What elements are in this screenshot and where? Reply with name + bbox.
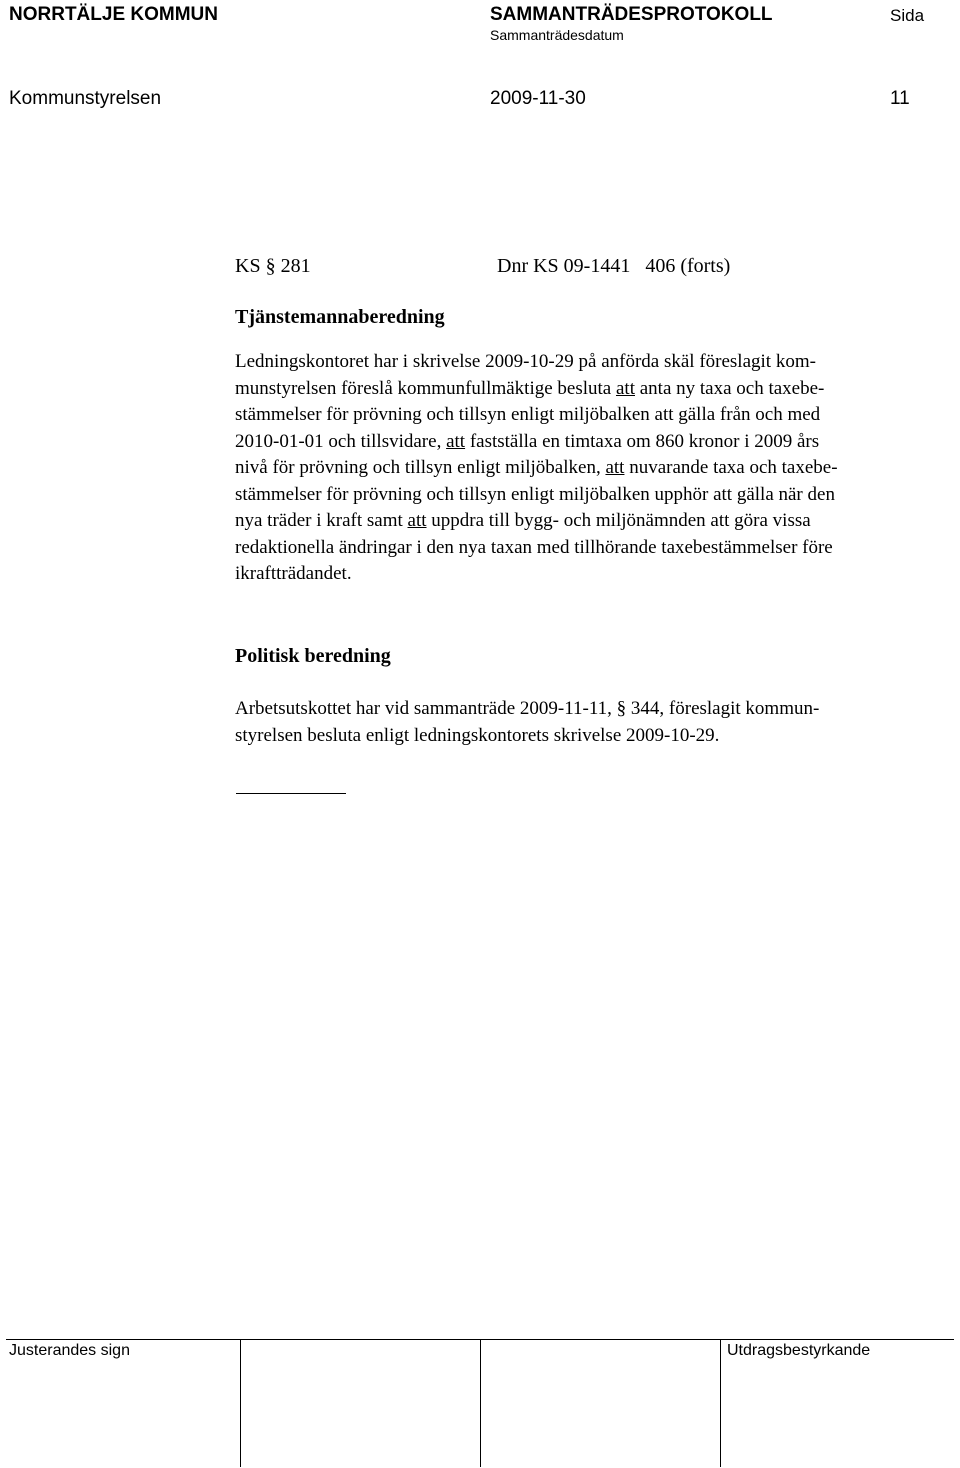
section-reference: KS § 281: [235, 255, 311, 277]
text-line: Arbetsutskottet har vid sammanträde 2009-11-11, § 344, föreslagit kommun-: [235, 698, 820, 719]
text-line: [235, 508, 955, 535]
end-rule: [236, 793, 346, 794]
text-fragment: nya träder i kraft samt: [235, 510, 408, 531]
organization-name: NORRTÄLJE KOMMUN: [9, 4, 218, 25]
text-line: stämmelser för prövning och tillsyn enligt miljöbalken att gälla från och med: [235, 404, 821, 425]
text-fragment: uppdra till bygg- och miljönämnden att göra vissa: [426, 510, 811, 531]
text-fragment: anta ny taxa och taxebe-: [634, 377, 825, 399]
text-line: stämmelser för prövning och tillsyn enligt miljöbalken upphör att gälla när den: [235, 483, 835, 505]
document-type-title: SAMMANTRÄDESPROTOKOLL: [490, 4, 773, 25]
certification-label: Utdragsbestyrkande: [727, 1342, 871, 1359]
text-fragment: nuvarande taxa och taxebe-: [624, 457, 838, 478]
text-line: redaktionella ändringar i den nya taxan med tillhörande taxebestämmelser före: [235, 536, 833, 558]
signature-label: Justerandes sign: [9, 1342, 130, 1359]
text-line: [235, 376, 955, 403]
text-fragment: fastställa en timtaxa om 860 kronor i 2009 års: [465, 430, 820, 452]
paragraph-tjanstemannaberedning: [235, 349, 955, 588]
page-label: Sida: [890, 6, 925, 25]
meeting-date: 2009-11-30: [490, 88, 586, 109]
page-number: 11: [890, 88, 910, 109]
text-fragment: nivå för prövning och tillsyn enligt miljöbalken,: [235, 457, 606, 478]
footer-divider: [480, 1340, 481, 1467]
underlined-word: att: [605, 457, 625, 478]
underlined-word: att: [446, 430, 466, 452]
text-line: [235, 455, 955, 482]
text-fragment: 2010-01-01 och tillsvidare,: [235, 430, 447, 452]
paragraph-politisk-beredning: [235, 696, 955, 749]
underlined-word: att: [407, 510, 427, 531]
text-fragment: munstyrelsen föreslå kommunfullmäktige besluta: [235, 377, 616, 399]
text-line: styrelsen besluta enligt ledningskontorets skrivelse 2009-10-29.: [235, 724, 720, 746]
footer-divider: [720, 1340, 721, 1467]
text-line: ikraftträdandet.: [235, 563, 352, 584]
footer-divider: [240, 1340, 241, 1467]
committee-name: Kommunstyrelsen: [9, 88, 162, 109]
diary-number: Dnr KS 09-1441 406 (forts): [497, 255, 731, 277]
section-heading-politisk-beredning: Politisk beredning: [235, 645, 391, 667]
underlined-word: att: [615, 377, 635, 399]
text-line: [235, 429, 955, 456]
date-label: Sammanträdesdatum: [490, 27, 624, 43]
section-heading-tjanstemannaberedning: Tjänstemannaberedning: [235, 306, 445, 328]
text-line: Ledningskontoret har i skrivelse 2009-10-29 på anförda skäl föreslagit kom-: [235, 351, 816, 372]
